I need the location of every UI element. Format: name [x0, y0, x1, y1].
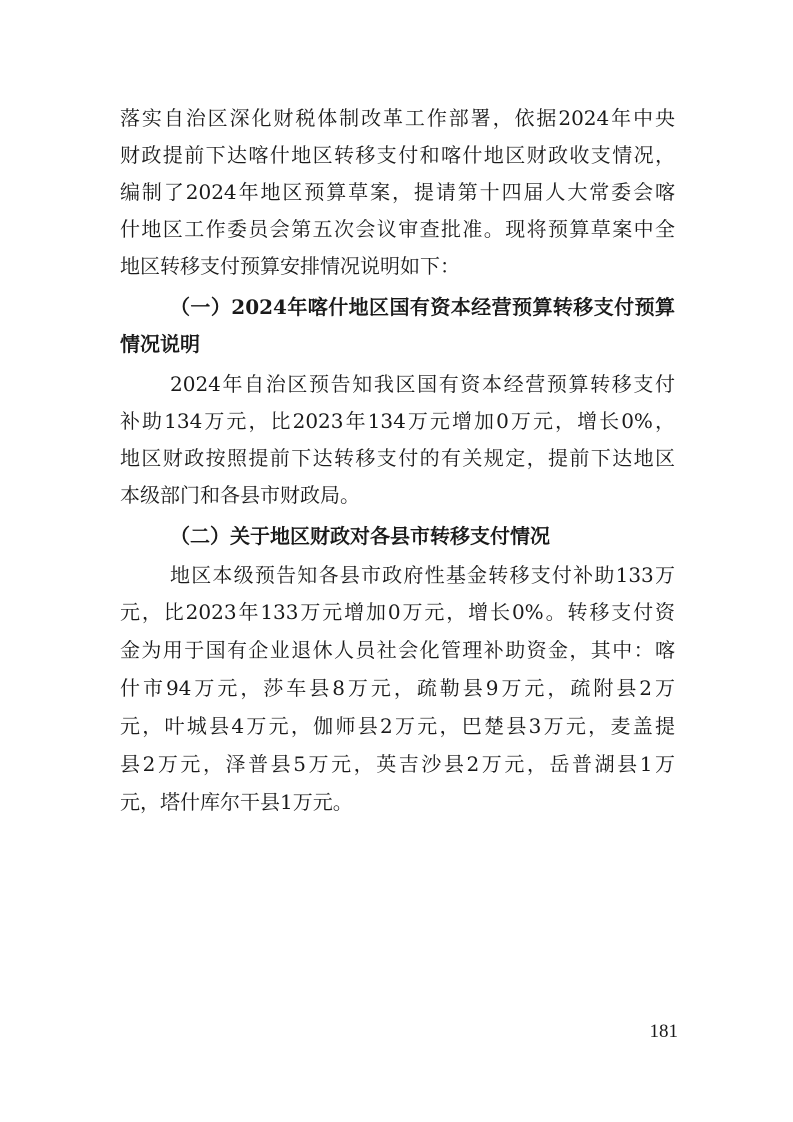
section-heading: 情况说明 [120, 332, 200, 356]
body-line: 落实自治区深化财税体制改革工作部署，依据2024年中央 [120, 106, 675, 130]
body-line: 元，比2023年133万元增加0万元，增长0%。转移支付资 [120, 600, 675, 624]
body-line: 财政提前下达喀什地区转移支付和喀什地区财政收支情况， [120, 143, 675, 167]
page-number: 181 [649, 1021, 678, 1042]
body-line: 什市94万元，莎车县8万元，疏勒县9万元，疏附县2万 [120, 676, 675, 700]
body-line: 地区本级预告知各县市政府性基金转移支付补助133万 [170, 563, 675, 587]
body-line: 地区转移支付预算安排情况说明如下： [120, 254, 460, 278]
body-line: 地区财政按照提前下达转移支付的有关规定，提前下达地区 [120, 446, 675, 470]
section-heading: （二）关于地区财政对各县市转移支付情况 [170, 524, 550, 548]
body-line: 本级部门和各县市财政局。 [120, 483, 360, 507]
body-line: 编制了2024年地区预算草案，提请第十四届人大常委会喀 [120, 180, 675, 204]
body-line: 县2万元，泽普县5万元，英吉沙县2万元，岳普湖县1万 [120, 752, 675, 776]
section-heading: （一）2024年喀什地区国有资本经营预算转移支付预算 [170, 295, 675, 319]
body-line: 什地区工作委员会第五次会议审查批准。现将预算草案中全 [120, 217, 675, 241]
body-line: 金为用于国有企业退休人员社会化管理补助资金，其中：喀 [120, 638, 675, 662]
body-line: 元，叶城县4万元，伽师县2万元，巴楚县3万元，麦盖提 [120, 714, 675, 738]
body-line: 补助134万元，比2023年134万元增加0万元，增长0%， [120, 409, 675, 433]
body-line: 元，塔什库尔干县1万元。 [120, 790, 353, 814]
body-line: 2024年自治区预告知我区国有资本经营预算转移支付 [170, 372, 675, 396]
